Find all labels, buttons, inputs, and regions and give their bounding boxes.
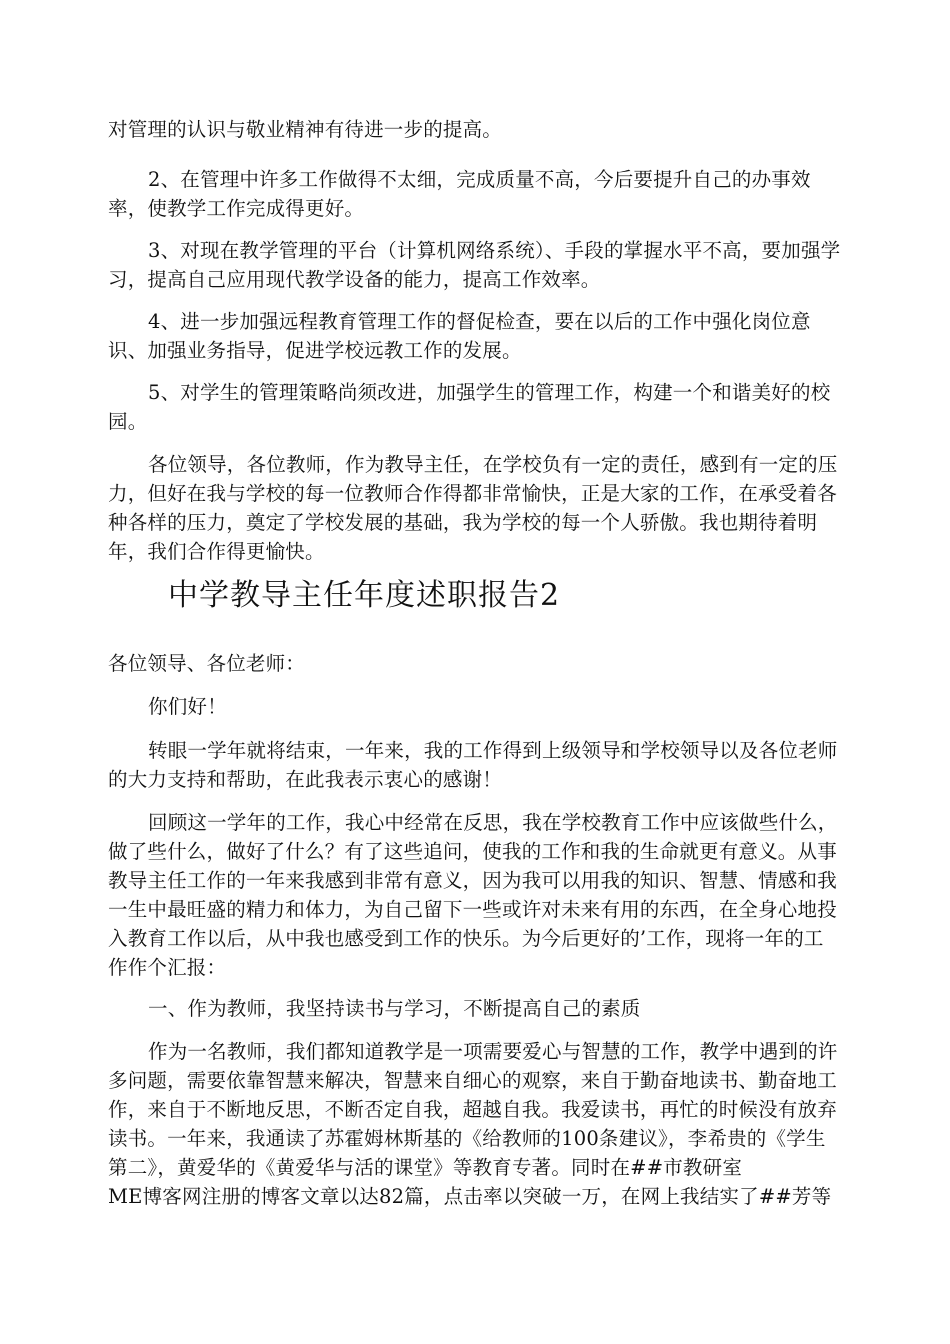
paragraph-thanks: 转眼一学年就将结束，一年来，我的工作得到上级领导和学校领导以及各位老师的大力支持和帮助，在此我表示衷心的感谢！	[108, 739, 838, 791]
report-title: 中学教导主任年度述职报告2	[168, 578, 561, 613]
paragraph-continuation: 对管理的认识与敬业精神有待进一步的提高。	[108, 118, 503, 141]
paragraph-item-5: 5、对学生的管理策略尚须改进，加强学生的管理工作，构建一个和谐美好的校园。	[108, 381, 831, 433]
paragraph-item-2: 2、在管理中许多工作做得不太细，完成质量不高，今后要提升自己的办事效率，使教学工作完成得更好。	[108, 168, 811, 220]
salutation: 各位领导、各位老师：	[108, 652, 306, 675]
section-heading: 一、作为教师，我坚持读书与学习，不断提高自己的素质	[148, 997, 641, 1020]
paragraph-closing: 各位领导，各位教师，作为教导主任，在学校负有一定的责任，感到有一定的压力，但好在我与学校的每一位教师合作得都非常愉快，正是大家的工作，在承受着各种各样的压力，奠定了学校发展的基础，我为学校的每一个人骄傲。我也期待着明年，我们合作得更愉快。	[108, 453, 838, 563]
paragraph-review: 回顾这一学年的工作，我心中经常在反思，我在学校教育工作中应该做些什么，做了些什么，做好了什么？有了这些追问，使我的工作和我的生命就更有意义。从事教导主任工作的一年来我感到非常有意义，因为我可以用我的知识、智慧、情感和我一生中最旺盛的精力和体力，为自己留下一些或许对未来有用的东西，在全身心地投入教育工作以后，从中我也感受到工作的快乐。为今后更好的’工作，现将一年的工作作个汇报：	[108, 811, 838, 979]
paragraph-item-3: 3、对现在教学管理的平台（计算机网络系统）、手段的掌握水平不高，要加强学习，提高自己应用现代教学设备的能力，提高工作效率。	[108, 239, 841, 291]
paragraph-item-4: 4、进一步加强远程教育管理工作的督促检查，要在以后的工作中强化岗位意识、加强业务指导，促进学校远教工作的发展。	[108, 310, 811, 362]
greeting: 你们好！	[148, 695, 227, 718]
paragraph-blog: ME博客网注册的博客文章以达82篇，点击率以突破一万，在网上我结实了##芳等	[108, 1185, 832, 1208]
paragraph-reading: 作为一名教师，我们都知道教学是一项需要爱心与智慧的工作，教学中遇到的许多问题，需要依靠智慧来解决，智慧来自细心的观察，来自于勤奋地读书、勤奋地工作，来自于不断地反思，不断否定自我，超越自我。我爱读书，再忙的时候没有放弃读书。一年来，我通读了苏霍姆林斯基的《给教师的100条建议》，李希贵的《学生第二》，黄爱华的《黄爱华与活的课堂》等教育专著。同时在##市教研室	[108, 1040, 838, 1179]
